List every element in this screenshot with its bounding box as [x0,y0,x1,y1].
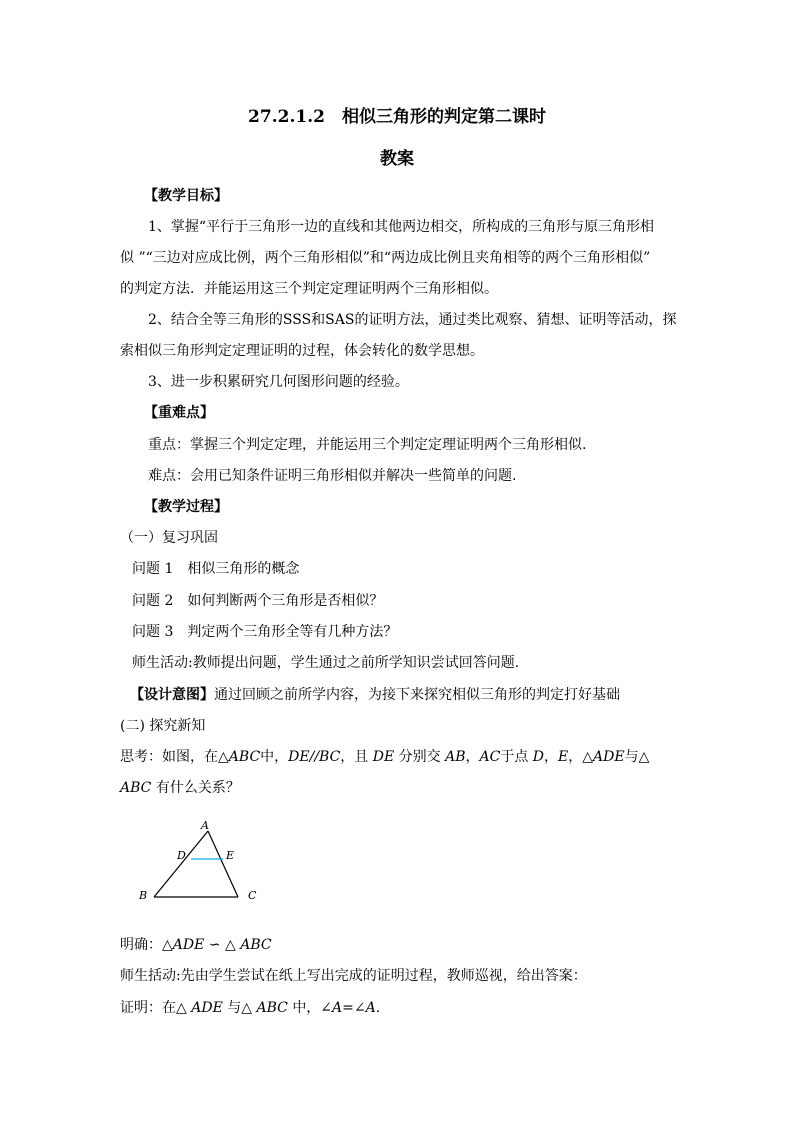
question-2: 问题 2 如何判断两个三角形是否相似？ [132,593,384,609]
part-2-heading: (二) 探究新知 [120,718,206,734]
section-process-heading: 【教学过程】 [144,499,228,515]
design-intent-text: 通过回顾之前所学内容，为接下来探究相似三角形的判定打好基础 [214,687,620,703]
design-intent-label: 【设计意图】 [130,687,214,703]
section-goals-heading: 【教学目标】 [144,188,228,204]
section-key-heading: 【重难点】 [144,405,214,421]
teacher-student-activity-1: 师生活动:教师提出问题，学生通过之前所学知识尝试回答问题. [132,655,520,671]
goal-2-line-1: 2、结合全等三角形的SSS和SAS的证明方法，通过类比观察、猜想、证明等活动，探 [148,312,677,328]
side-ab [154,831,208,897]
label-e: E [226,849,235,862]
think-question-line-2: ABC 有什么关系？ [120,780,240,796]
triangle-figure [130,815,270,910]
question-3: 问题 3 判定两个三角形全等有几种方法？ [132,624,398,640]
teacher-student-activity-2: 师生括动:先由学生尝试在纸上写出完成的证明过程，教师巡视，给出答案： [120,968,587,984]
goal-1-line-3: 的判定方法．并能运用这三个判定定理证明两个三角形相似。 [120,281,498,297]
clarify-line: 明确：△ADE ∽ △ ABC [120,937,272,953]
key-point: 重点：掌握三个判定定理，并能运用三个判定定理证明两个三角形相似. [148,437,587,453]
doc-subtitle: 教案 [380,149,414,169]
question-1: 问题 1 相似三角形的概念 [132,561,300,577]
goal-3: 3、进一步积累研究几何图形问题的经验。 [148,374,409,390]
design-intent [130,686,620,704]
doc-title: 27.2.1.2 相似三角形的判定第二课时 [248,107,546,127]
side-ac [208,831,238,897]
label-c: C [248,889,257,902]
goal-2-line-2: 索相似三角形判定定理证明的过程，体会转化的数学思想。 [120,343,484,359]
label-a: A [201,819,209,832]
label-d: D [177,849,186,862]
think-question-line-1: 思考：如图，在△ABC中，DE//BC，且 DE 分别交 AB，AC于点 D，E，△ADE与△ [120,749,650,765]
goal-1-line-2: 似 ”“三边对应成比例，两个三角形相似”和“两边成比例且夹角相等的两个三角形相似” [120,250,651,266]
proof-line: 证明：在△ ADE 与△ ABC 中，∠A=∠A. [120,1000,381,1016]
part-1-heading: （一）复习巩固 [120,530,218,546]
label-b: B [139,889,148,902]
difficult-point: 难点：会用已知条件证明三角形相似并解决一些简单的问题. [148,468,517,484]
goal-1-line-1: 1、掌握“平行于三角形一边的直线和其他两边相交，所构成的三角形与原三角形相 [148,219,655,235]
